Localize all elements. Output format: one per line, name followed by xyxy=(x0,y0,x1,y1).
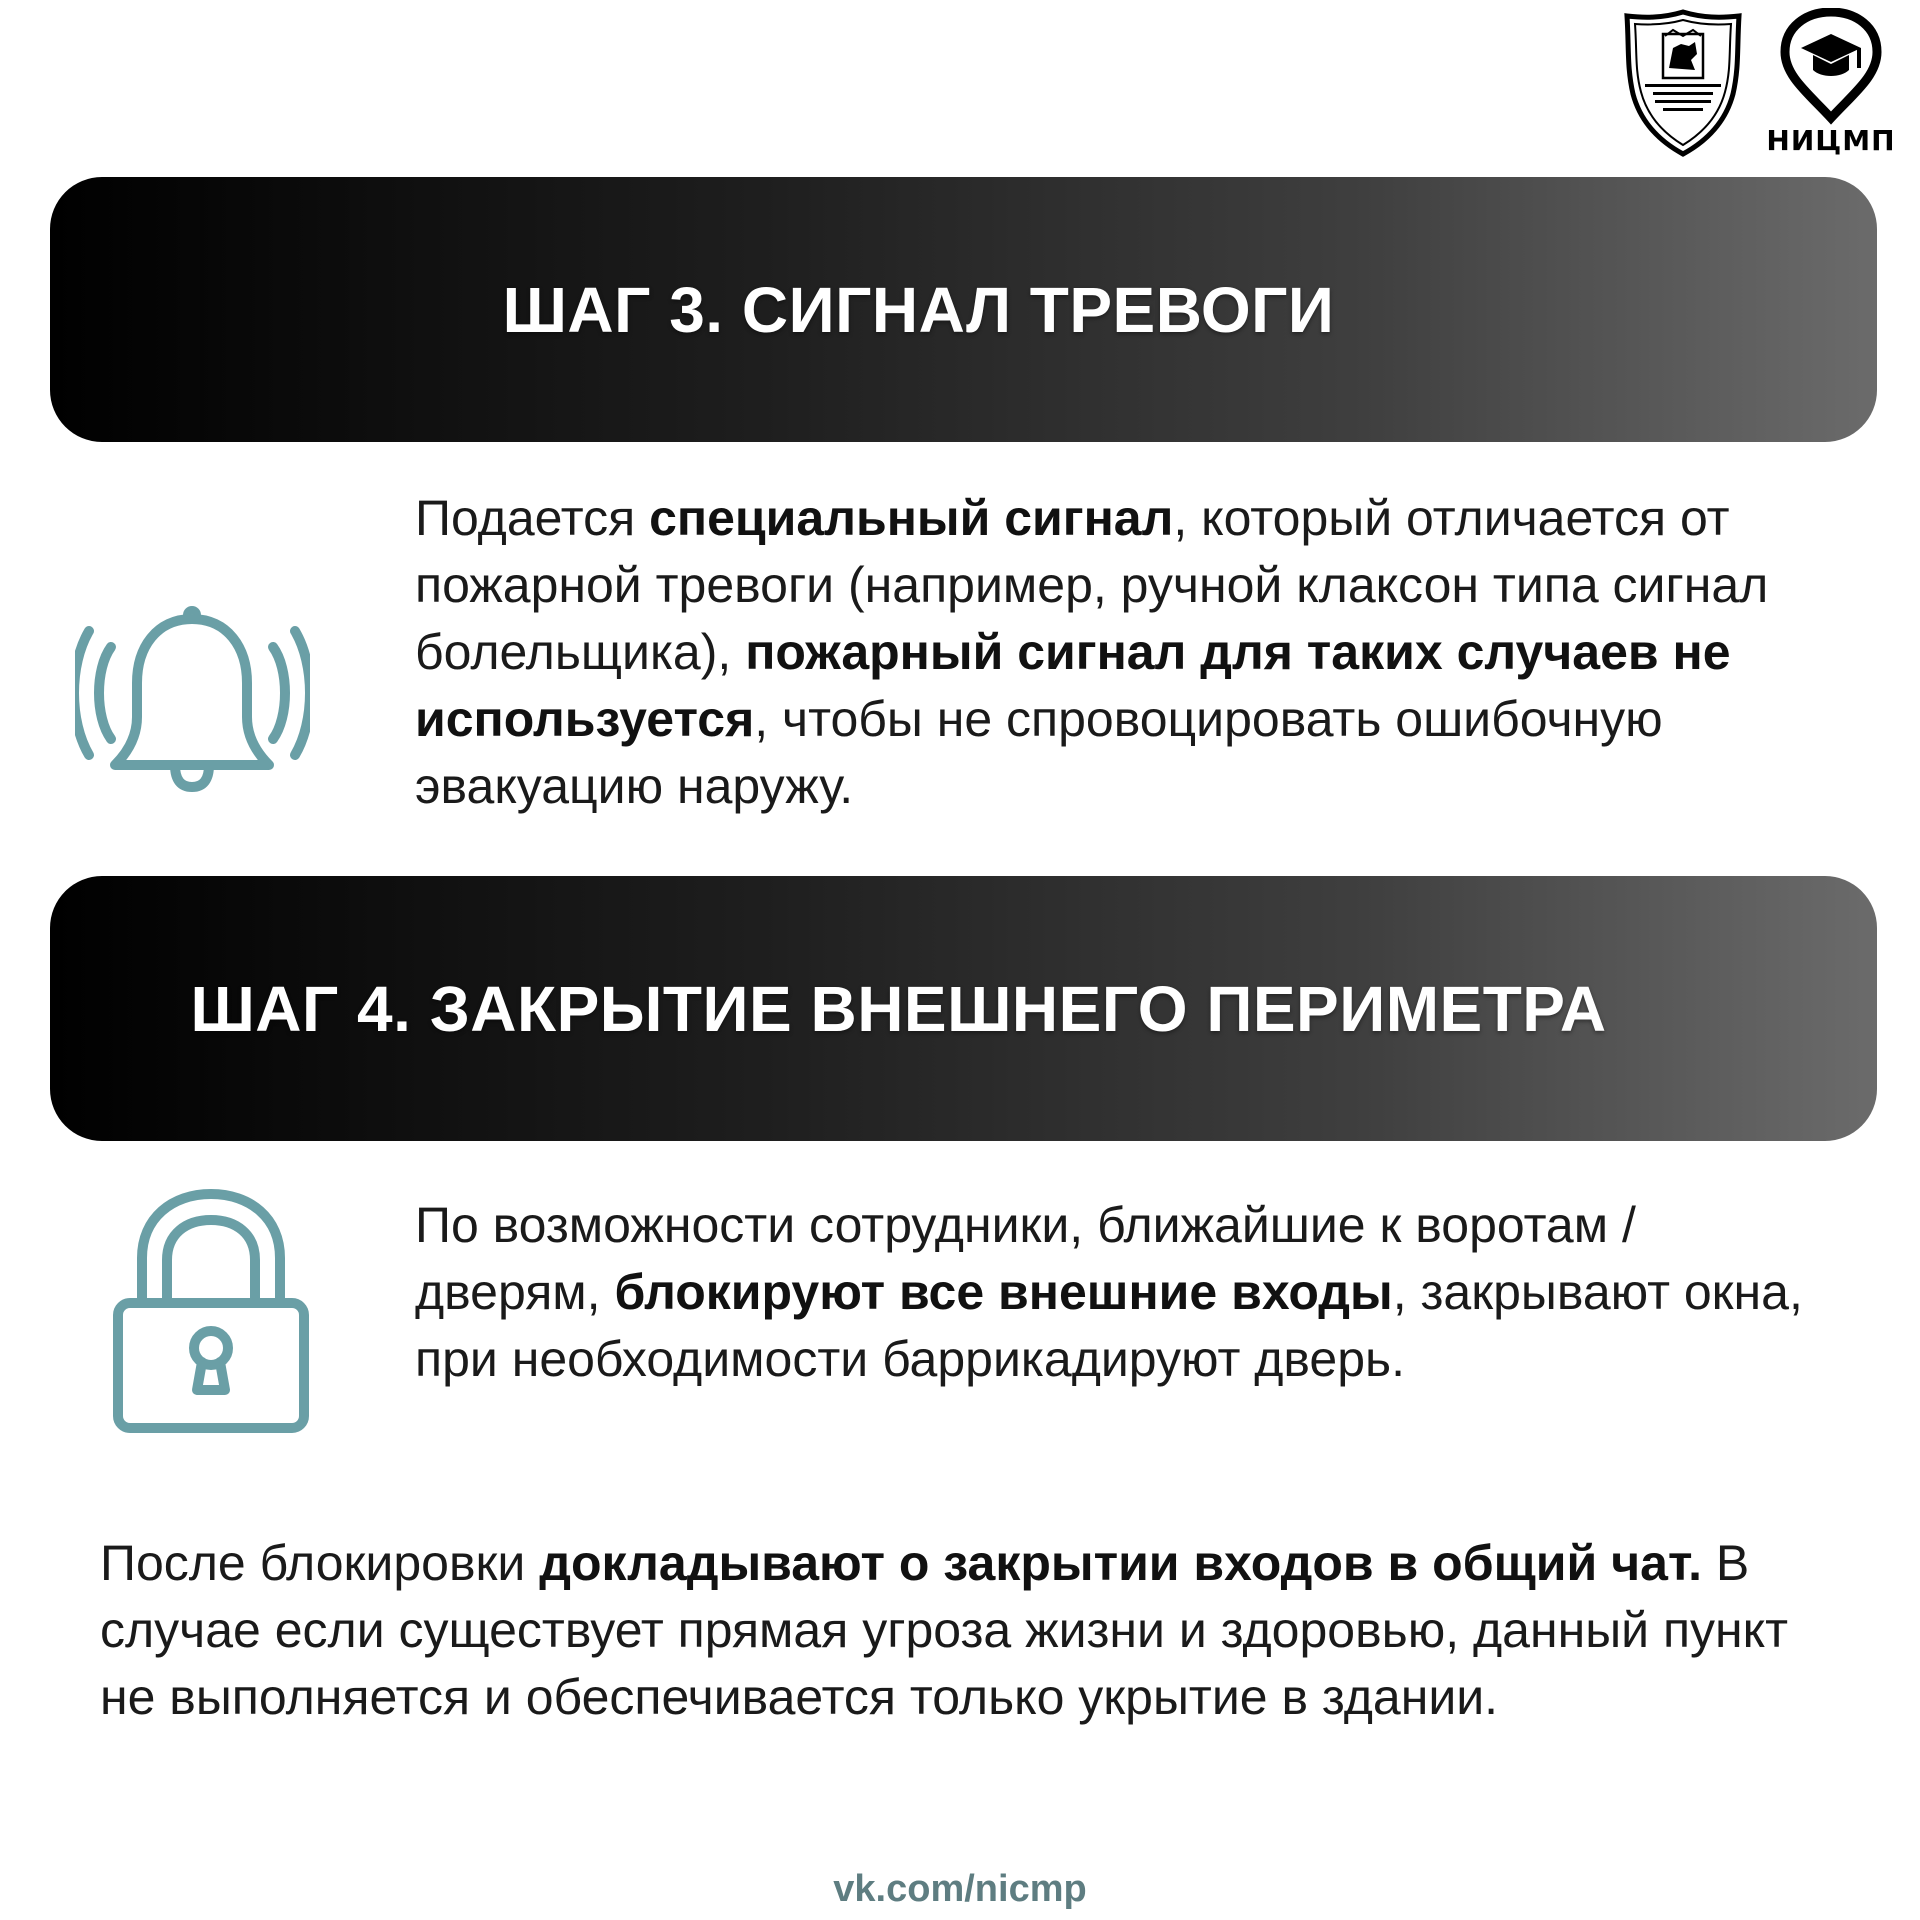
step-4-text-1: По возможности сотрудники, ближайшие к воротам / дверям, xyxy=(415,1197,1636,1320)
step-3-bold-1: специальный сигнал xyxy=(649,490,1174,546)
step-4-text-2: , закрывают окна, при необходимости баррикадируют дверь. xyxy=(415,1264,1803,1387)
anti-terror-commission-shield-logo xyxy=(1621,8,1746,158)
note-text-1: После блокировки xyxy=(100,1535,540,1591)
step-3-title: ШАГ 3. СИГНАЛ ТРЕВОГИ xyxy=(502,273,1335,346)
note-bold-1: докладывают о закрытии входов в общий чат. xyxy=(539,1535,1702,1591)
step-4-banner xyxy=(50,876,1877,1141)
step-4-bold-1: блокируют все внешние входы xyxy=(614,1264,1393,1320)
vk-link[interactable]: vk.com/nicmp xyxy=(833,1868,1087,1910)
step-4-description xyxy=(415,1192,1835,1393)
bell-icon xyxy=(75,605,310,795)
note-text-2: В случае если существует прямая угроза жизни и здоровью, данный пункт не выполняется и обеспечивается только укрытие в здании. xyxy=(100,1535,1788,1725)
step-3-text-1: Подается xyxy=(415,490,650,546)
step-3-bold-2: пожарный сигнал для таких случаев не используется xyxy=(415,624,1731,747)
step-3-banner xyxy=(50,177,1877,442)
step-3-text-3: , чтобы не спровоцировать ошибочную эвакуацию наружу. xyxy=(415,691,1663,814)
step-3-description xyxy=(415,485,1835,820)
map-pin-graduation-cap-icon xyxy=(1761,8,1901,126)
nicmp-logo xyxy=(1761,8,1901,158)
nicmp-logo-label: НИЦМП xyxy=(1766,124,1896,157)
report-note xyxy=(100,1530,1840,1731)
step-4-title: ШАГ 4. ЗАКРЫТИЕ ВНЕШНЕГО ПЕРИМЕТРА xyxy=(190,972,1607,1045)
step-3-text-2: , который отличается от пожарной тревоги (например, ручной клаксон типа сигнал болельщика), xyxy=(415,490,1769,680)
header-logos xyxy=(1621,8,1906,158)
padlock-icon xyxy=(112,1188,310,1434)
